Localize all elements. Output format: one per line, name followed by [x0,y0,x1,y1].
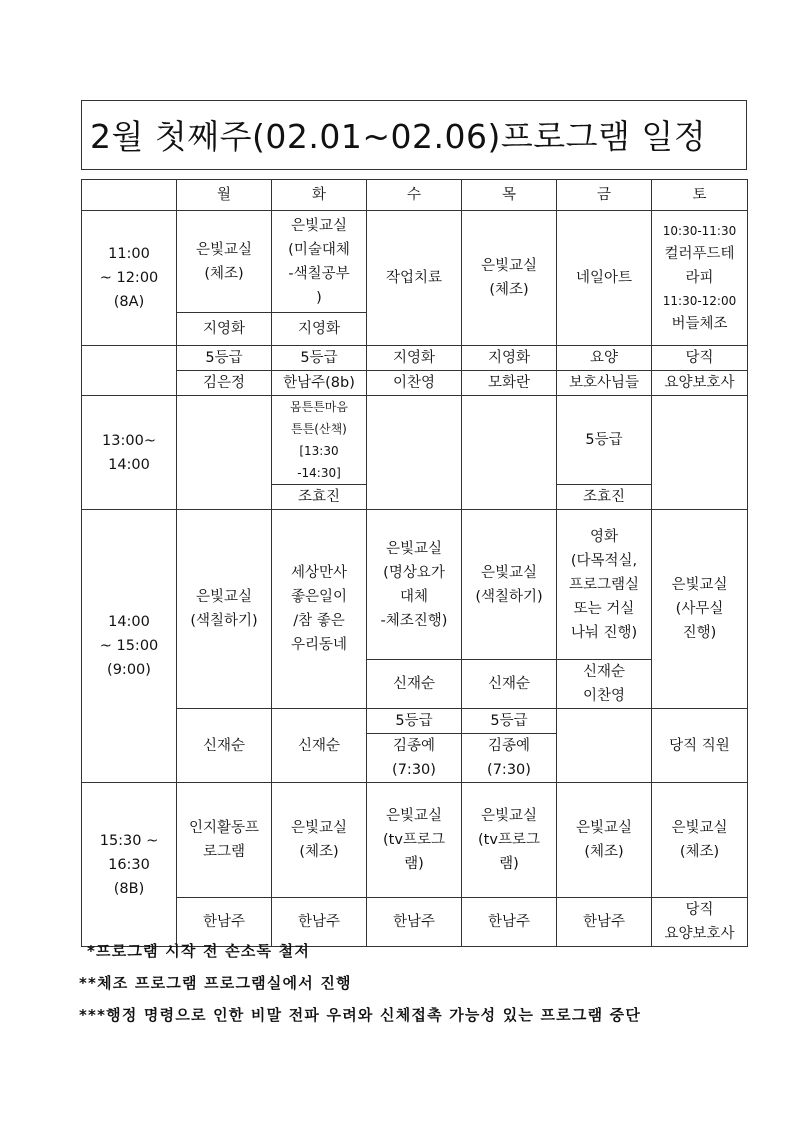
staff-cell: 지영화 [272,313,367,346]
staff-cell-empty [557,709,652,783]
grade-cell: 5등급 [462,709,557,734]
program-cell: 은빛교실 (체조) [652,783,748,898]
day-header: 토 [652,180,748,211]
program-cell: 몸튼튼마음 튼튼(산책) [13:30 -14:30] [272,396,367,485]
staff-cell: 지영화 [367,346,462,371]
day-header: 금 [557,180,652,211]
program-cell: 은빛교실 (tv프로그 램) [367,783,462,898]
day-header: 목 [462,180,557,211]
note-item: *프로그램 시작 전 손소독 철저 [87,942,311,960]
program-cell: 은빛교실 (사무실 진행) [652,510,748,709]
day-header: 화 [272,180,367,211]
time-slot: 14:00 ~ 15:00 (9:00) [82,510,177,783]
staff-cell: 한남주 [462,898,557,947]
day-header: 월 [177,180,272,211]
staff-cell: 당직 요양보호사 [652,898,748,947]
staff-cell: 신재순 [462,660,557,709]
title-box [81,100,747,170]
grade-cell: 5등급 [367,709,462,734]
staff-cell: 한남주 [557,898,652,947]
note-item: ***행정 명령으로 인한 비말 전파 우려와 신체접촉 가능성 있는 프로그램 중단 [79,1006,642,1024]
program-cell: 은빛교실 (체조) [462,211,557,346]
staff-cell: 당직 [652,346,748,371]
staff-cell: 한남주 [272,898,367,947]
header-corner [82,180,177,211]
time-slot: 13:00~ 14:00 [82,396,177,510]
program-cell: 은빛교실 (미술대체 -색칠공부 ) [272,211,367,313]
staff-cell: 조효진 [272,485,367,510]
staff-cell: 신재순 이찬영 [557,660,652,709]
program-cell: 은빛교실 (체조) [557,783,652,898]
program-cell: 영화 (다목적실, 프로그램실 또는 거실 나눠 진행) [557,510,652,660]
program-cell-empty [177,396,272,510]
note-item: **체조 프로그램 프로그램실에서 진행 [79,974,352,992]
program-cell: 은빛교실 (명상요가 대체 -체조진행) [367,510,462,660]
grade-cell: 5등급 [272,346,367,371]
program-cell: 은빛교실 (색칠하기) [177,510,272,709]
page-title: 2월 첫째주(02.01~02.06)프로그램 일정 [90,117,707,156]
time-slot-empty [82,346,177,396]
program-cell-empty [367,396,462,510]
program-cell: 작업치료 [367,211,462,346]
staff-cell: 신재순 [367,660,462,709]
header-row [82,180,748,211]
staff-cell: 요양 [557,346,652,371]
staff-cell: 신재순 [177,709,272,783]
staff-cell: 조효진 [557,485,652,510]
staff-cell: 김은정 [177,371,272,396]
program-cell: 은빛교실 (체조) [177,211,272,313]
staff-cell: 당직 직원 [652,709,748,783]
staff-cell: 한남주 [367,898,462,947]
notes [79,935,641,1031]
program-cell: 세상만사 좋은일이 /참 좋은 우리동네 [272,510,367,709]
time-slot: 11:00 ~ 12:00 (8A) [82,211,177,346]
program-cell: 네일아트 [557,211,652,346]
staff-cell: 지영화 [462,346,557,371]
time-slot: 15:30 ~ 16:30 (8B) [82,783,177,947]
staff-cell: 김종예 (7:30) [367,734,462,783]
staff-cell: 모화란 [462,371,557,396]
program-cell: 은빛교실 (tv프로그 램) [462,783,557,898]
staff-cell: 지영화 [177,313,272,346]
program-cell-empty [462,396,557,510]
staff-cell: 이찬영 [367,371,462,396]
program-cell: 인지활동프 로그램 [177,783,272,898]
staff-cell: 한남주 [177,898,272,947]
staff-cell: 요양보호사 [652,371,748,396]
program-cell: 은빛교실 (색칠하기) [462,510,557,660]
staff-cell: 신재순 [272,709,367,783]
program-cell: 은빛교실 (체조) [272,783,367,898]
program-cell: 10:30-11:30 컬러푸드테 라피 11:30-12:00 버들체조 [652,211,748,346]
schedule-table [81,179,748,947]
staff-cell: 김종예 (7:30) [462,734,557,783]
staff-cell: 한남주(8b) [272,371,367,396]
grade-cell: 5등급 [177,346,272,371]
grade-cell: 5등급 [557,396,652,485]
day-header: 수 [367,180,462,211]
staff-cell: 보호사님들 [557,371,652,396]
program-cell-empty [652,396,748,510]
